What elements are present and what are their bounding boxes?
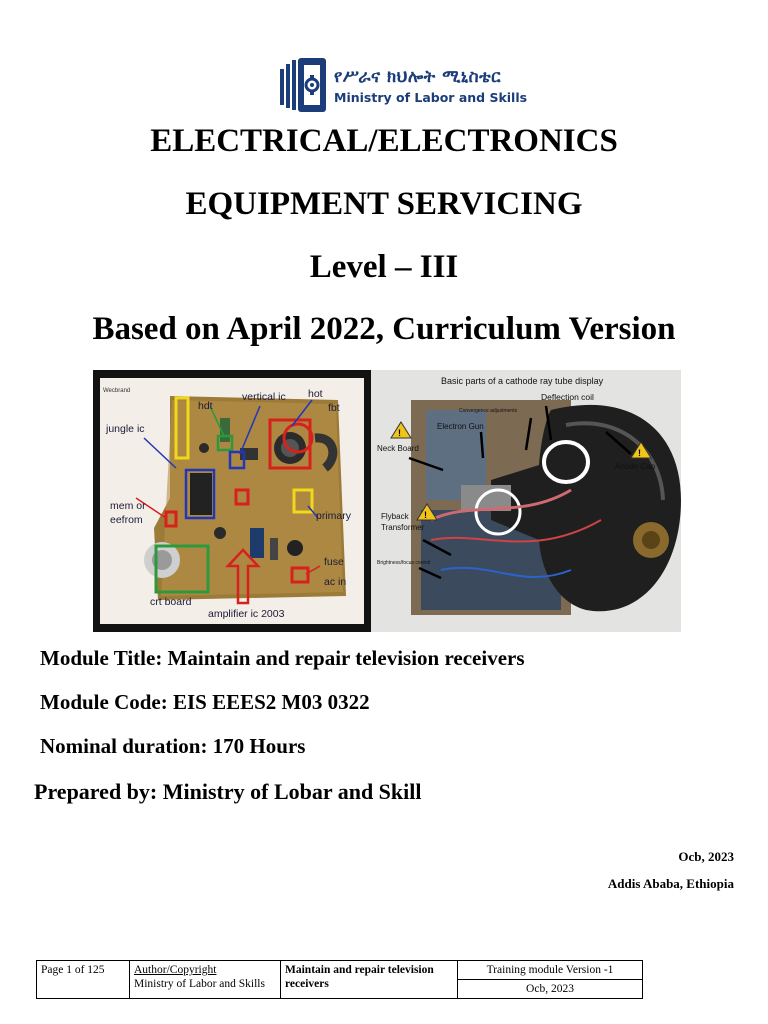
nominal-duration: Nominal duration: 170 Hours (40, 734, 306, 758)
footer-version: Training module Version -1 (458, 961, 643, 980)
crt-diagram-title: Basic parts of a cathode ray tube display (441, 376, 604, 386)
label-ac-in: ac in (324, 576, 347, 588)
label-deflection-coil: Deflection coil (541, 392, 594, 402)
footer-page-number: Page 1 of 125 (37, 961, 130, 999)
label-amplifier-ic: amplifier ic 2003 (208, 608, 285, 620)
label-convergence: Convergence adjustments (459, 408, 518, 414)
label-anode-cap: Anode Cap (615, 462, 656, 471)
ministry-emblem-icon (278, 55, 330, 115)
svg-text:!: ! (424, 510, 427, 520)
label-fbt: fbt (328, 402, 340, 414)
svg-text:!: ! (638, 448, 641, 458)
ministry-logo (278, 55, 528, 115)
title-line-2: EQUIPMENT SERVICING (185, 186, 583, 222)
label-neck-board: Neck Board (377, 444, 419, 453)
level-heading: Level – III (309, 249, 459, 285)
module-code: Module Code: EIS EEES2 M03 0322 (40, 690, 370, 714)
label-vertical-ic: vertical ic (242, 391, 286, 403)
footer-author-label: Author/Copyright (134, 964, 217, 976)
crt-illustration (371, 370, 681, 632)
cover-images (93, 370, 681, 632)
logo-english-text: Ministry of Labor and Skills (334, 90, 528, 105)
label-mem-or: mem or (110, 500, 146, 512)
footer-author-cell (130, 961, 281, 999)
label-eefrom: eefrom (110, 514, 143, 526)
label-crt-board: crt board (150, 596, 192, 608)
label-brightness-control: Brightness/focus control (377, 560, 431, 566)
module-title: Module Title: Maintain and repair television receivers (40, 646, 525, 670)
footer-module-name: Maintain and repair television receivers (281, 961, 458, 999)
prepared-by: Prepared by: Ministry of Lobar and Skill (34, 779, 422, 804)
label-electron-gun: Electron Gun (437, 422, 484, 431)
footer-author: Ministry of Labor and Skills (134, 978, 265, 990)
footer-date: Ocb, 2023 (458, 980, 643, 999)
footer-table (36, 960, 643, 999)
title-line-1: ELECTRICAL/ELECTRONICS (150, 123, 618, 159)
curriculum-heading: Based on April 2022, Curriculum Version (92, 311, 676, 347)
publication-place: Addis Ababa, Ethiopia (607, 876, 734, 891)
tv-board-photo: Wecbrand jungle ic hdt vertical ic hot fbt mem or eefrom primary crt board fuse ac in amplifier ic 2003 (93, 370, 371, 632)
label-hot: hot (308, 388, 323, 400)
label-jungle-ic: jungle ic (106, 423, 145, 435)
label-flyback: Flyback (381, 512, 409, 521)
label-transformer: Transformer (381, 523, 425, 532)
crt-parts-photo (371, 370, 681, 632)
label-fuse: fuse (324, 556, 344, 568)
svg-text:!: ! (398, 428, 401, 438)
label-hdt: hdt (198, 400, 213, 412)
logo-amharic-text: የሥራና ክህሎት ሚኒስቴር (334, 67, 501, 87)
publication-date: Ocb, 2023 (678, 849, 734, 864)
label-primary: primary (316, 510, 352, 522)
